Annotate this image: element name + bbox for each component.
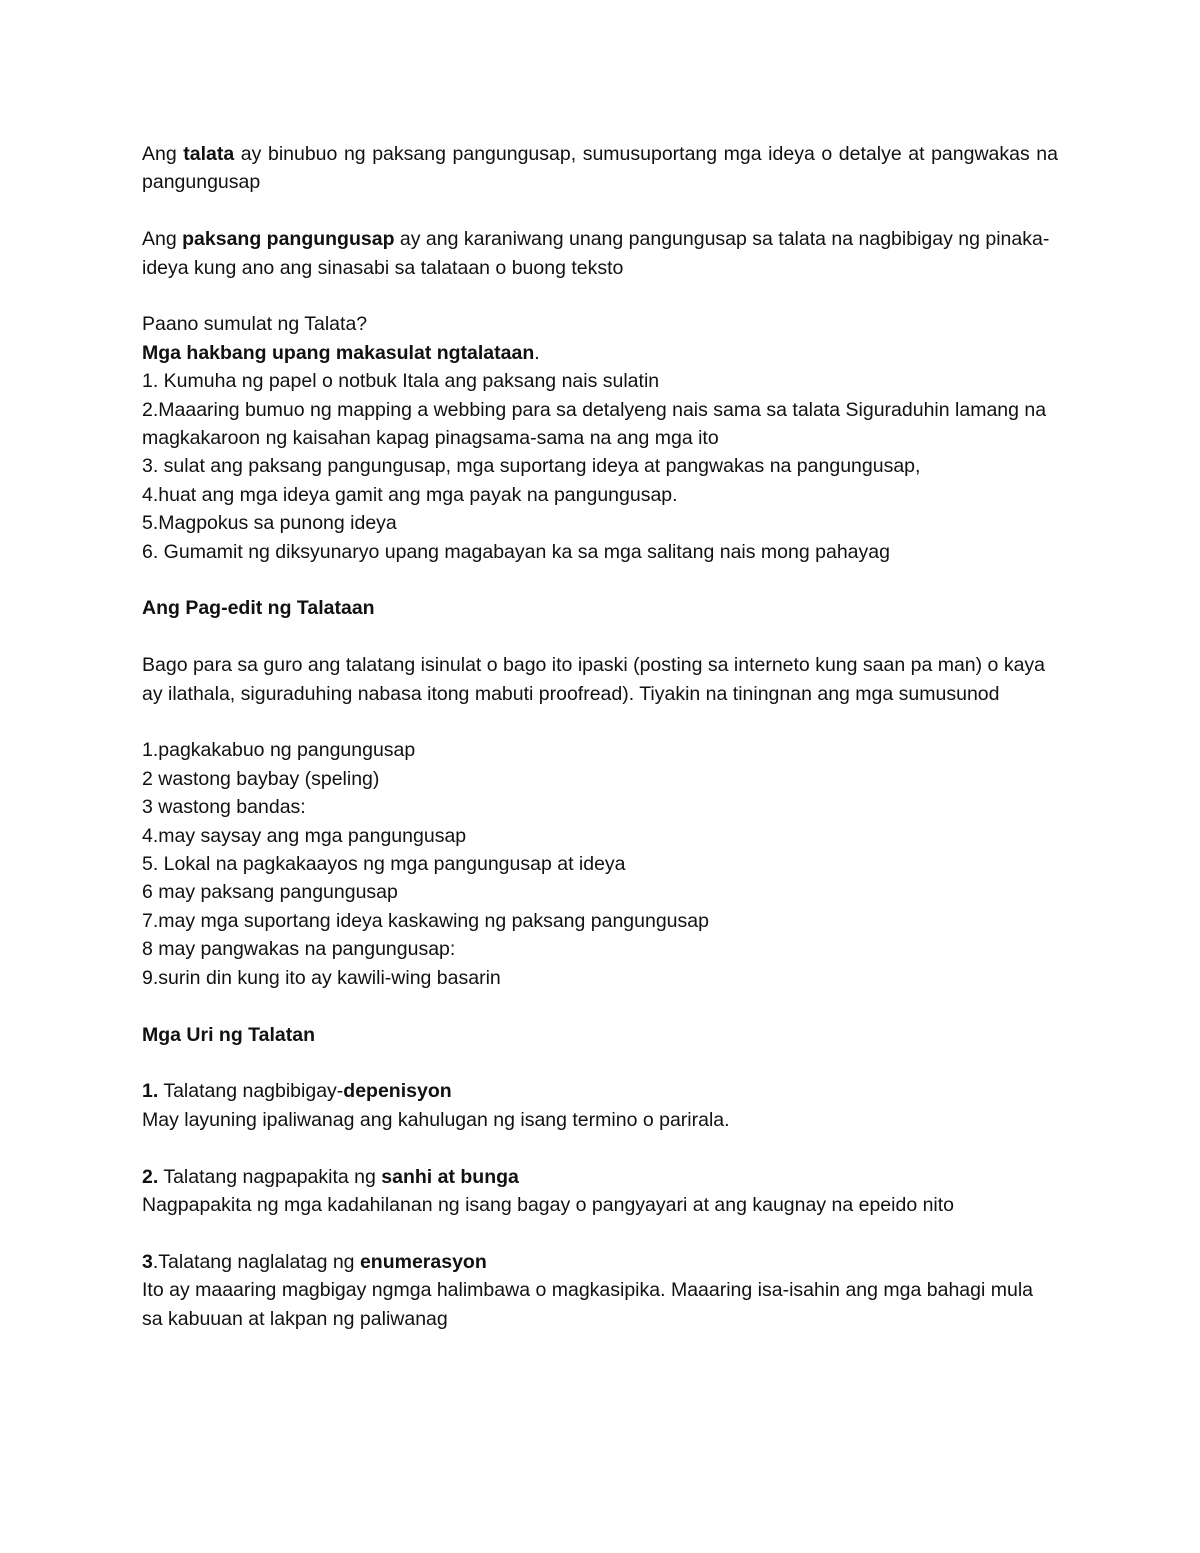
text-run: Ang xyxy=(142,228,183,251)
list-item: 5.Magpokus sa punong ideya xyxy=(142,512,397,535)
type-item-enumerasyon xyxy=(142,1248,1058,1333)
steps-heading-tail: . xyxy=(534,341,540,364)
type-title xyxy=(142,1163,1058,1191)
editing-heading: Ang Pag-edit ng Talataan xyxy=(142,597,375,620)
type-label: Talatang nagbibigay- xyxy=(158,1080,344,1103)
type-number: 3 xyxy=(142,1250,153,1273)
type-title xyxy=(142,1077,1058,1105)
paksang-pangungusap-definition xyxy=(142,225,1058,282)
types-heading: Mga Uri ng Talatan xyxy=(142,1023,315,1046)
type-item-depenisyon xyxy=(142,1077,1058,1134)
steps-question: Paano sumulat ng Talata? xyxy=(142,313,368,336)
list-item: 5. Lokal na pagkakaayos ng mga pangungusap at ideya xyxy=(142,853,626,876)
list-item: 9.surin din kung ito ay kawili-wing basarin xyxy=(142,966,501,989)
term-paksang-pangungusap: paksang pangungusap xyxy=(182,228,395,251)
text-run: ay binubuo ng paksang pangungusap, sumusuportang mga ideya o detalye at pangwakas na pangungusap xyxy=(142,143,1058,194)
list-item: 4.huat ang mga ideya gamit ang mga payak na pangungusap. xyxy=(142,483,678,506)
steps-heading xyxy=(142,339,1058,367)
steps-heading-bold: Mga hakbang upang makasulat ngtalataan xyxy=(142,341,535,364)
type-term: depenisyon xyxy=(343,1080,452,1103)
list-item: 3 wastong bandas: xyxy=(142,796,306,819)
list-item: 6. Gumamit ng diksyunaryo upang magabayan ka sa mga salitang nais mong pahayag xyxy=(142,540,890,563)
type-label: .Talatang naglalatag ng xyxy=(152,1250,360,1273)
list-item: 3. sulat ang paksang pangungusap, mga suportang ideya at pangwakas na pangungusap, xyxy=(142,455,921,478)
list-item: 7.may mga suportang ideya kaskawing ng paksang pangungusap xyxy=(142,909,709,932)
editing-checklist xyxy=(142,736,1058,992)
list-item: 4.may saysay ang mga pangungusap xyxy=(142,824,467,847)
list-item: 6 may paksang pangungusap xyxy=(142,881,398,904)
type-title xyxy=(142,1248,1058,1276)
type-term: sanhi at bunga xyxy=(381,1165,519,1188)
list-item: 1.pagkakabuo ng pangungusap xyxy=(142,739,416,762)
type-number: 2. xyxy=(142,1165,159,1188)
type-number: 1. xyxy=(142,1080,159,1103)
term-talata: talata xyxy=(183,143,235,165)
type-label: Talatang nagpapakita ng xyxy=(158,1165,382,1188)
type-term: enumerasyon xyxy=(359,1250,487,1273)
editing-body: Bago para sa guro ang talatang isinulat o bago ito ipaski (posting sa interneto kung saan pa man) o kaya ay ilathala, siguraduhing nabasa itong mabuti proofread). Tiyakin na tiningnan ang mga sumusunod xyxy=(142,654,1046,705)
document-page xyxy=(142,140,1058,1333)
type-description: May layuning ipaliwanag ang kahulugan ng isang termino o parirala. xyxy=(142,1108,730,1131)
list-item: 8 may pangwakas na pangungusap: xyxy=(142,938,456,961)
list-item: 2.Maaaring bumuo ng mapping a webbing para sa detalyeng nais sama sa talata Siguraduhin lamang na magkakaroon ng kaisahan kapag pinagsama-sama na ang mga ito xyxy=(142,398,1047,450)
type-description: Nagpapakita ng mga kadahilanan ng isang bagay o pangyayari at ang kaugnay na epeido nito xyxy=(142,1193,955,1216)
text-run: Ang xyxy=(142,143,184,165)
list-item: 2 wastong baybay (speling) xyxy=(142,767,380,790)
type-item-sanhi-at-bunga xyxy=(142,1163,1058,1220)
list-item: 1. Kumuha ng papel o notbuk Itala ang paksang nais sulatin xyxy=(142,370,660,393)
writing-steps-section xyxy=(142,310,1058,566)
type-description: Ito ay maaaring magbigay ngmga halimbawa o magkasipika. Maaaring isa-isahin ang mga bahagi mula sa kabuuan at lakpan ng paliwanag xyxy=(142,1279,1033,1330)
text-run: ay ang karaniwang unang pangungusap sa talata na nagbibigay ng pinaka-ideya kung ano ang sinasabi sa talataan o buong teksto xyxy=(142,228,1050,279)
talata-definition xyxy=(142,140,1058,197)
